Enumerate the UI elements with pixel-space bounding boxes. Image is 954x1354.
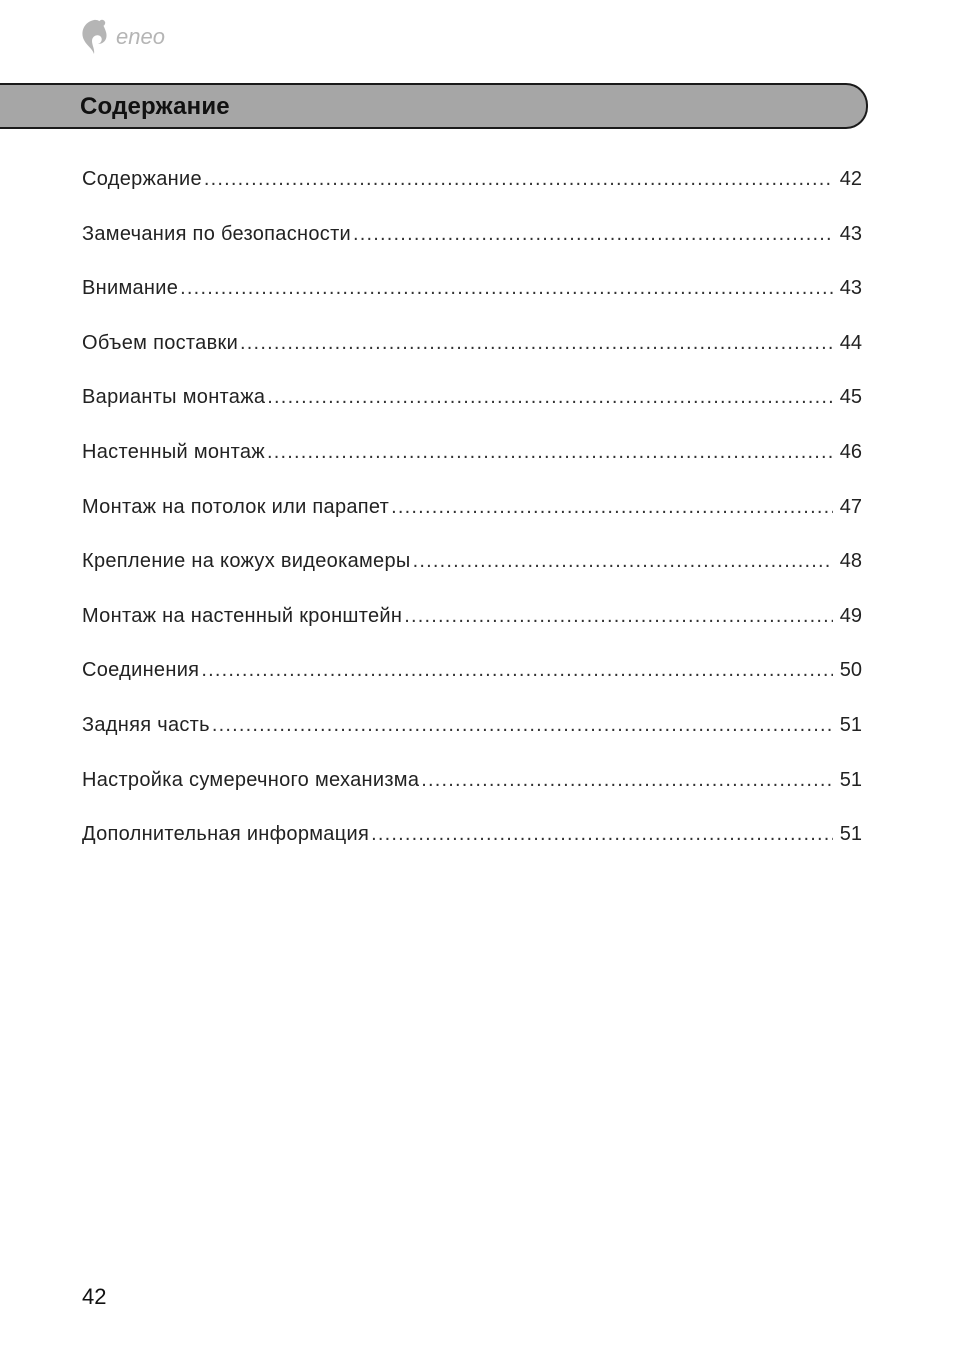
toc-entry[interactable]: [82, 496, 862, 551]
toc-entry-page: 43: [839, 222, 862, 245]
toc-entry[interactable]: [82, 168, 862, 223]
svg-text:eneo: eneo: [116, 24, 165, 49]
toc-entry-label: Содержание: [82, 168, 202, 190]
toc-entry-page: 50: [839, 659, 862, 682]
dot-leader: [204, 168, 833, 191]
dot-leader: [180, 277, 833, 300]
dot-leader: [201, 659, 833, 682]
table-of-contents: [82, 168, 862, 878]
page-number: 42: [82, 1284, 107, 1309]
toc-entry[interactable]: [82, 769, 862, 824]
toc-entry[interactable]: [82, 823, 862, 878]
toc-entry-page: 51: [839, 823, 862, 846]
page-title: Содержание: [80, 93, 230, 120]
dot-leader: [353, 223, 833, 246]
dot-leader: [371, 823, 833, 846]
toc-entry[interactable]: [82, 659, 862, 714]
toc-entry-label: Внимание: [82, 277, 179, 300]
eneo-logo: [80, 14, 190, 60]
toc-entry[interactable]: [82, 441, 862, 496]
toc-entry-label: Соединения: [82, 659, 200, 682]
eneo-logo-icon: [80, 14, 190, 60]
toc-entry-page: 43: [839, 277, 862, 300]
toc-entry[interactable]: [82, 223, 862, 278]
toc-entry-page: 48: [839, 550, 862, 573]
toc-entry-label: Дополнительная информация: [82, 823, 370, 846]
toc-entry-page: 51: [839, 713, 862, 736]
toc-entry-label: Монтаж на потолок или парапет: [82, 495, 390, 518]
dot-leader: [421, 769, 833, 792]
toc-entry[interactable]: [82, 714, 862, 769]
dot-leader: [404, 605, 833, 628]
toc-entry-label: Задняя часть: [82, 713, 210, 736]
dot-leader: [267, 441, 833, 464]
dot-leader: [267, 386, 833, 409]
toc-entry-page: 49: [839, 604, 862, 627]
toc-entry-label: Замечания по безопасности: [82, 222, 352, 245]
toc-entry-page: 44: [839, 331, 862, 354]
toc-entry-label: Настенный монтаж: [82, 440, 265, 463]
toc-entry-page: 46: [839, 440, 862, 463]
toc-entry-label: Монтаж на настенный кронштейн: [82, 604, 403, 627]
toc-entry-page: 51: [839, 768, 862, 791]
toc-entry-page: 47: [839, 495, 862, 518]
toc-entry[interactable]: [82, 332, 862, 387]
dot-leader: [391, 496, 833, 519]
toc-entry-label: Варианты монтажа: [82, 386, 266, 409]
toc-entry[interactable]: [82, 605, 862, 660]
toc-entry[interactable]: [82, 386, 862, 441]
dot-leader: [240, 332, 833, 355]
toc-entry-label: Объем поставки: [82, 331, 239, 354]
toc-entry-label: Настройка сумеречного механизма: [82, 768, 420, 791]
toc-entry[interactable]: [82, 277, 862, 332]
toc-entry[interactable]: [82, 550, 862, 605]
toc-entry-label: Крепление на кожух видеокамеры: [82, 550, 411, 573]
dot-leader: [212, 714, 833, 737]
section-header-bar: [0, 83, 868, 129]
toc-entry-page: 42: [839, 168, 862, 190]
toc-entry-page: 45: [839, 386, 862, 409]
dot-leader: [413, 550, 833, 573]
